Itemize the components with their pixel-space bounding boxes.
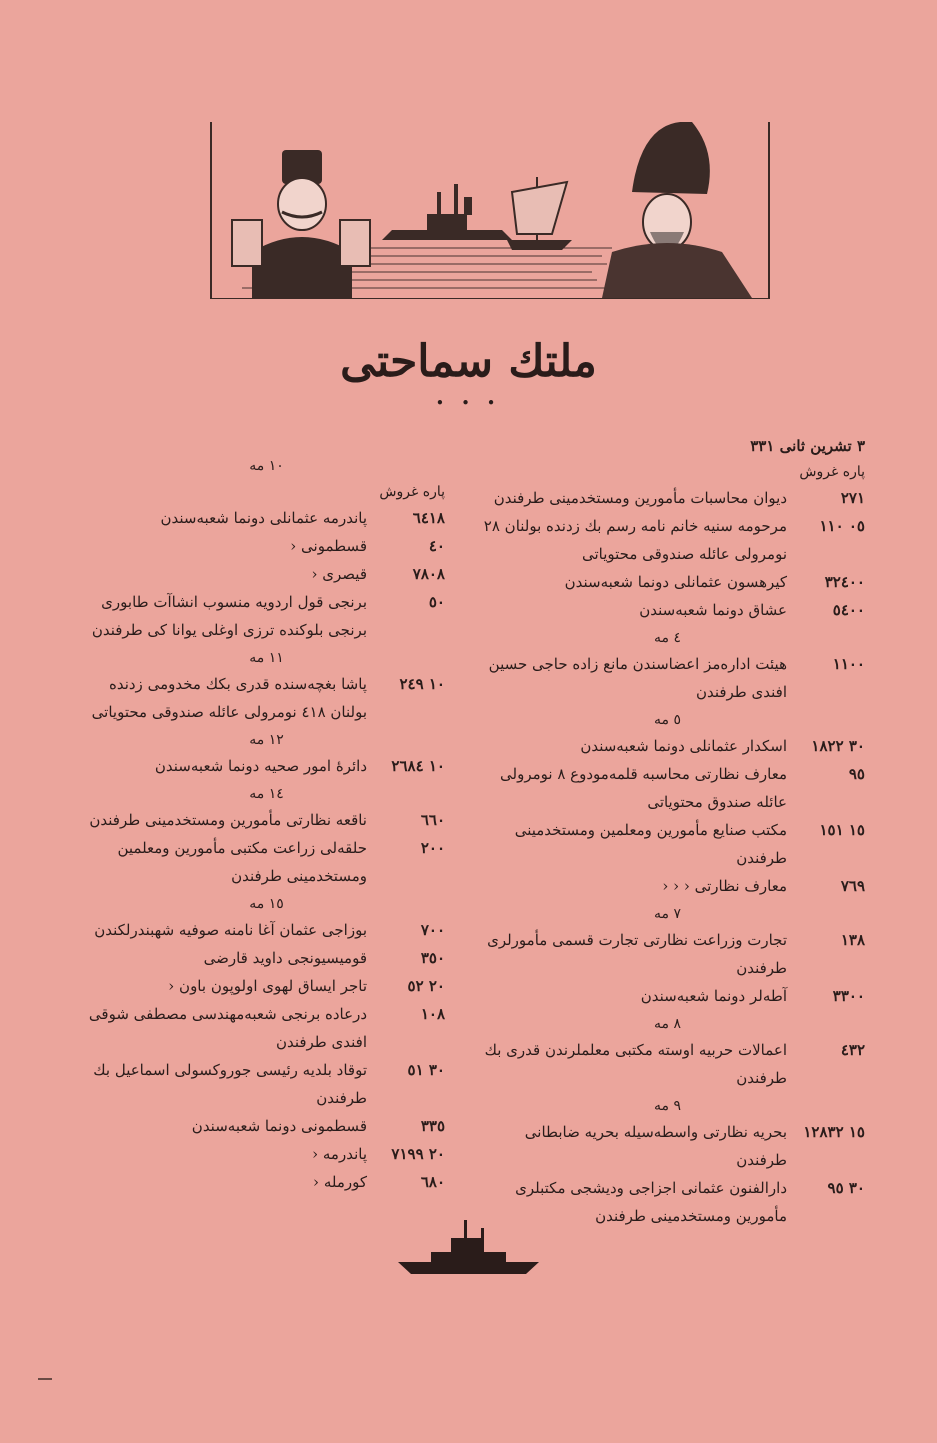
day-heading: ٩ مه — [654, 1098, 681, 1114]
entry-text: اسكدار عثمانلی دونما شعبه‌سندن — [580, 737, 787, 755]
entry-amount: ٢٠٠ — [420, 839, 445, 857]
currency-heading: پاره غروش — [799, 464, 865, 480]
entry-amount: ٥٤٠٠ — [832, 601, 865, 619]
day-heading: ١٥ مه — [249, 896, 284, 912]
ledger-entry — [88, 532, 445, 560]
ledger-entry — [470, 1036, 865, 1092]
entry-text: اعمالات حربيه اوسته مكتبی معلملرندن قدری بك طرفندن — [484, 1041, 787, 1087]
entry-amount: ٧٠٠ — [420, 921, 445, 939]
entry-text: پاشا بغچه‌سنده قدری بكك مخدومی زدنده بولنان ٤١٨ نومرولی عائله صندوقی محتوياتی — [91, 675, 367, 721]
entry-amount: ٣٠ ٥١ — [407, 1061, 445, 1079]
ledger-entry — [88, 504, 445, 532]
entry-amount: ١٥ ١٢٨٣٢ — [803, 1123, 865, 1141]
entry-amount: ٩٥ — [848, 765, 865, 783]
entry-text: عشاق دونما شعبه‌سندن — [639, 601, 787, 619]
entry-amount: ٢٠ ٧١٩٩ — [391, 1145, 445, 1163]
entry-text: قسطمونی دونما شعبه‌سندن — [191, 1117, 367, 1135]
portrait-left-figure — [232, 150, 370, 298]
entry-text: قسطمونی ‹ — [290, 537, 367, 555]
entry-text: تجارت وزراعت نظارتی تجارت قسمی مأمورلری طرفندن — [487, 931, 787, 977]
page-title: ملتك سماحتی — [340, 336, 597, 387]
entry-text: هيئت اداره‌مز اعضاسندن مانع زاده حاجی حسين افندی طرفندن — [488, 655, 787, 701]
ledger-entry — [470, 1118, 865, 1174]
day-heading: ١٢ مه — [249, 732, 284, 748]
entry-amount: ٢٠ ٥٢ — [407, 977, 445, 995]
entry-amount: ١٥ ١٥١ — [819, 821, 865, 839]
entry-amount: ٥٠ — [428, 593, 445, 611]
day-heading: ١١ مه — [249, 650, 284, 666]
entry-text: درعاده برنجی شعبه‌مهندسی مصطفی شوقی افندی طرفندن — [88, 1005, 367, 1051]
entry-text: تاجر ايساق لهوی اولوپون باون ‹ — [168, 977, 367, 995]
ledger-entry — [470, 816, 865, 872]
day-heading: ١٤ مه — [249, 786, 284, 802]
entry-text: پاندرمه عثمانلی دونما شعبه‌سندن — [160, 509, 367, 527]
ledger-entry — [88, 916, 445, 944]
entry-text: برنجی قول اردويه منسوب انشاآت طابوری برنجی بلوكنده ترزی اوغلی يوانا كی طرفندن — [91, 593, 367, 639]
entry-amount: ٤٣٢ — [840, 1041, 865, 1059]
ledger-entry — [88, 1140, 445, 1168]
entry-amount: ١٠ ٢٦٨٤ — [391, 757, 445, 775]
ledger-entry — [88, 670, 445, 726]
entry-amount: ٧٦٩ — [840, 877, 865, 895]
entry-text: بوزاجی عثمان آغا نامنه صوفيه شهبندرلكندن — [94, 921, 367, 939]
ledger-entry — [88, 560, 445, 588]
title-ornament: • • • — [435, 394, 502, 412]
ledger-entry — [470, 484, 865, 512]
ledger-entry — [470, 568, 865, 596]
left-sections — [88, 504, 445, 1196]
entry-amount: ١١٠٠ — [832, 655, 865, 673]
entry-amount: ٣٠ ٩٥ — [827, 1179, 865, 1197]
illustration-svg — [212, 122, 768, 298]
entry-text: معارف نظارتی ‹ ‹ ‹ — [662, 877, 787, 895]
ledger-entry — [470, 596, 865, 624]
warship-drawing — [382, 184, 512, 240]
entry-text: دارالفنون عثمانی اجزاجی ودیشجی مكتبلری مأمورين ومستخدمينی طرفندن — [515, 1179, 787, 1225]
ledger-entry — [88, 1056, 445, 1112]
entry-text: مكتب صنايع مأمورين ومعلمين ومستخدمينی طرفندن — [514, 821, 787, 867]
entry-amount: ٦٤١٨ — [412, 509, 445, 527]
ledger-entry — [470, 512, 865, 568]
column-date: ٣ تشرين ثانی ٣٣١ — [750, 437, 865, 455]
entry-amount: ٣٣٥ — [420, 1117, 445, 1135]
ledger-entry — [88, 972, 445, 1000]
entry-text: كيرهسون عثمانلی دونما شعبه‌سندن — [564, 573, 787, 591]
left-column — [88, 452, 445, 1196]
day-heading: ٨ مه — [654, 1016, 681, 1032]
day-heading: ٥ مه — [654, 712, 681, 728]
portrait-right-figure — [602, 122, 752, 298]
entry-amount: ٣٠ ١٨٢٢ — [811, 737, 865, 755]
entry-text: پاندرمه ‹ — [312, 1145, 367, 1163]
entry-amount: ٢٧١ — [840, 489, 865, 507]
ledger-entry — [470, 732, 865, 760]
ledger-entry — [470, 760, 865, 816]
right-sections — [470, 484, 865, 1230]
entry-amount: ١٠ ٢٤٩ — [399, 675, 445, 693]
day-heading: ٤ مه — [654, 630, 681, 646]
entry-amount: ١٠٨ — [420, 1005, 445, 1023]
entry-text: قوميسيونجی داوید قارضی — [203, 949, 367, 967]
entry-amount: ٦٨٠ — [420, 1173, 445, 1191]
ledger-entry — [470, 926, 865, 982]
ledger-entry — [88, 834, 445, 890]
entry-text: ديوان محاسبات مأمورين ومستخدمينی طرفندن — [493, 489, 787, 507]
entry-text: كورمله ‹ — [313, 1173, 367, 1191]
warship-ornament-svg — [396, 1218, 541, 1278]
entry-text: ناقعه نظارتی مأمورين ومستخدمينی طرفندن — [89, 811, 367, 829]
entry-text: معارف نظارتی محاسبه قلمه‌مودوع ٨ نومرولی عائله صندوق محتوياتی — [500, 765, 787, 811]
ledger-entry — [88, 1000, 445, 1056]
ledger-entry — [88, 806, 445, 834]
ledger-entry — [88, 588, 445, 644]
ledger-entry — [470, 872, 865, 900]
entry-amount: ٤٠ — [428, 537, 445, 555]
header-illustration — [210, 122, 770, 299]
entry-text: آطه‌لر دونما شعبه‌سندن — [640, 987, 787, 1005]
entry-text: توقاد بلديه رئيسی جوروكسولی اسماعيل بك طرفندن — [93, 1061, 367, 1107]
entry-amount: ٣٢٤٠٠ — [824, 573, 865, 591]
entry-amount: ٠٥ ١١٠ — [819, 517, 865, 535]
entry-amount: ٣٣٠٠ — [832, 987, 865, 1005]
sailboat-drawing — [507, 177, 572, 250]
entry-text: مرحومه سنيه خانم نامه رسم بك زدنده بولنان ٢٨ نومرولی عائله صندوقی محتوياتی — [483, 517, 787, 563]
entry-text: دائرهٔ امور صحيه دونما شعبه‌سندن — [154, 757, 367, 775]
entry-amount: ٦٦٠ — [420, 811, 445, 829]
ledger-entry — [470, 650, 865, 706]
ledger-entry — [88, 944, 445, 972]
ledger-entry — [88, 752, 445, 780]
right-column — [470, 432, 865, 1230]
entry-text: بحريه نظارتی واسطه‌سيله بحريه ضابطانی طرفندن — [524, 1123, 787, 1169]
entry-amount: ١٣٨ — [840, 931, 865, 949]
column-top-day: ١٠ مه — [249, 458, 284, 474]
ledger-entry — [88, 1168, 445, 1196]
entry-amount: ٣٥٠ — [420, 949, 445, 967]
warship-ornament — [396, 1218, 541, 1282]
entry-amount: ٧٨٠٨ — [412, 565, 445, 583]
margin-mark — [38, 1378, 52, 1380]
entry-text: حلقه‌لی زراعت مكتبی مأمورين ومعلمين ومستخدمينی طرفندن — [117, 839, 367, 885]
entry-text: قيصری ‹ — [311, 565, 367, 583]
ledger-entry — [470, 982, 865, 1010]
ledger-entry — [88, 1112, 445, 1140]
currency-heading: پاره غروش — [379, 484, 445, 500]
day-heading: ٧ مه — [654, 906, 681, 922]
